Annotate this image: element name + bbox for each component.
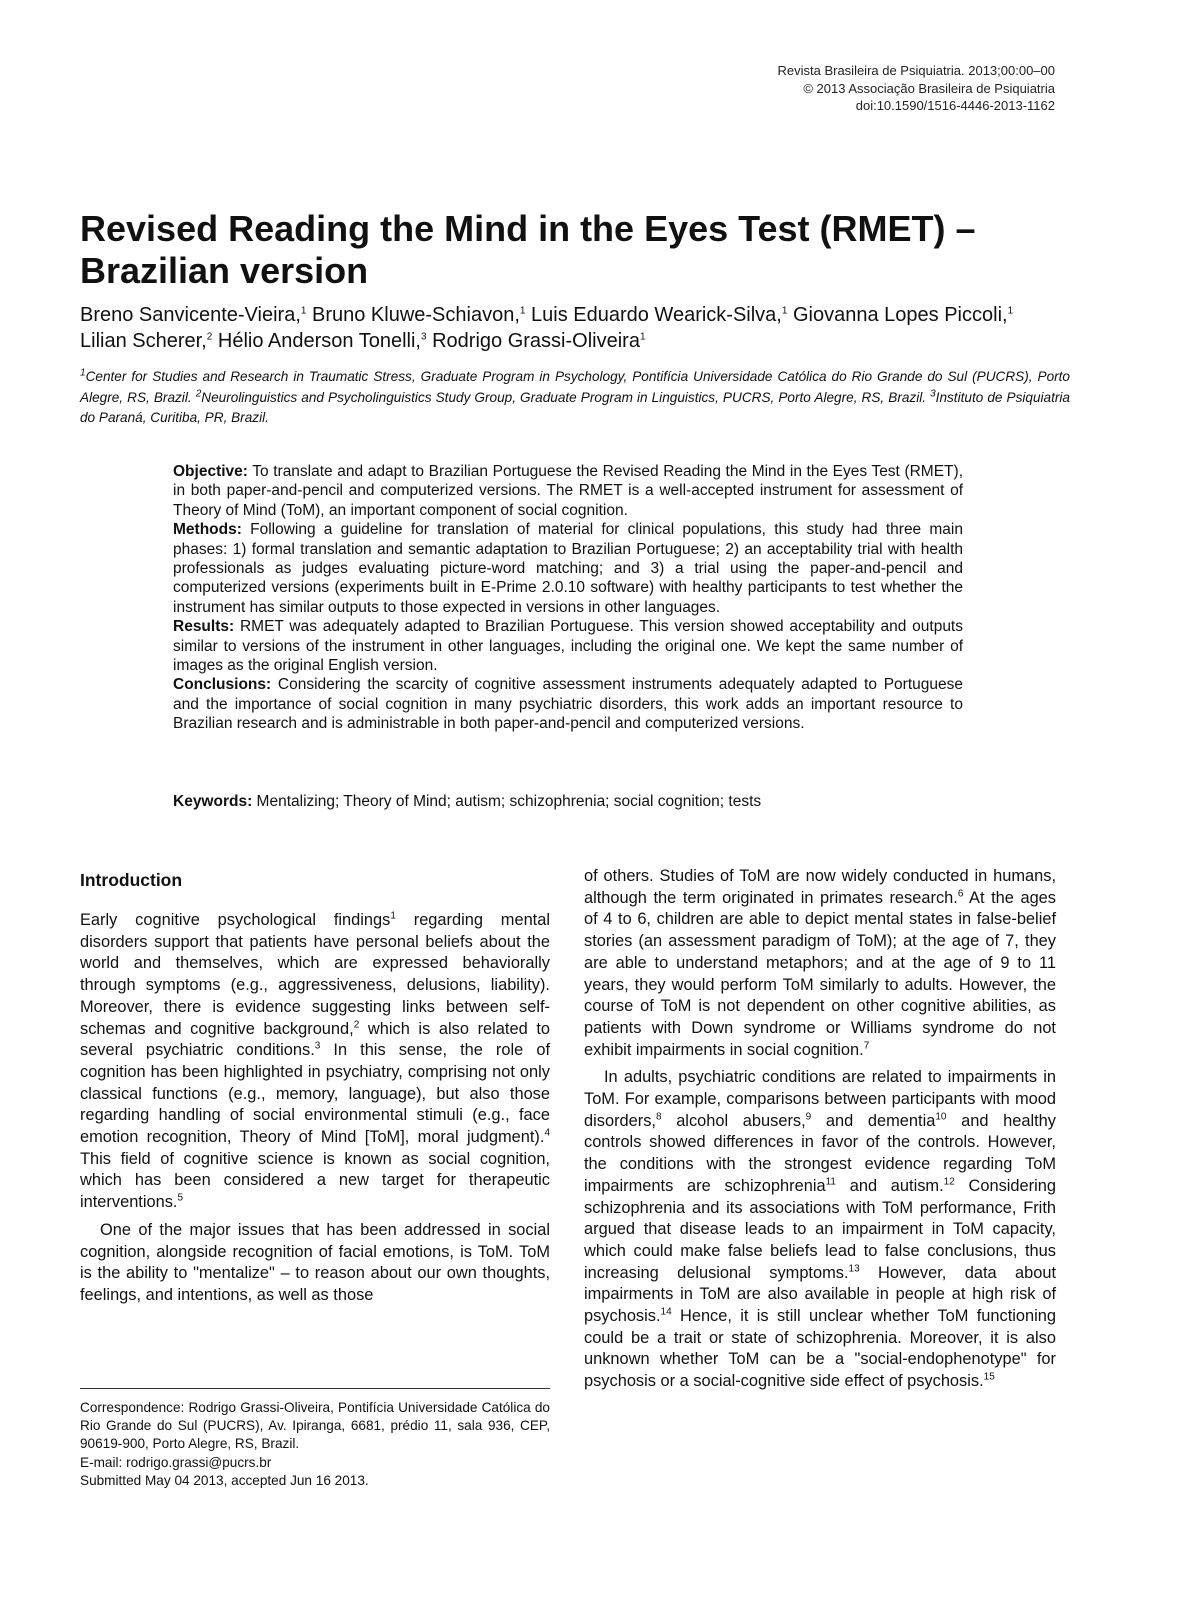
author: Breno Sanvicente-Vieira,$^1$: [80, 304, 307, 326]
intro-paragraph-3: In adults, psychiatric conditions are related to impairments in ToM. For example, comparisons between participants with mood disorders,$^8$ alcohol abusers,$^9$ and dementia$^{10}$ and healthy controls showed differences in favor of the controls. However, the conditions with the strongest evidence regarding ToM impairments are schizophrenia$^{11}$ and autism.$^{12}$ Considering schizophrenia and its associations with ToM performance, Frith argued that disease leads to an impairment in ToM capacity, which could make false beliefs lead to false conclusions, thus increasing delusional symptoms.$^{13}$ However, data about impairments in ToM are also available in people at high risk of psychosis.$^{14}$ Hence, it is still unclear whether ToM functioning could be a trait or state of schizophrenia. Moreover, it is also unknown whether ToM can be a "social-endophenotype" for psychosis or a social-cognitive side effect of psychosis.$^{15}$: [584, 1068, 1056, 1391]
author-list: [80, 302, 1040, 354]
citation-marker: 8: [655, 1111, 662, 1123]
author: Lilian Scherer,$^2$: [80, 330, 213, 352]
intro-paragraph-2-continued: of others. Studies of ToM are now widely conducted in humans, although the term originated in primates research.$^6$ At the ages of 4 to 6, children are able to depict mental states in false-belief stories (an assessment paradigm of ToM); at the age of 7, they are able to understand metaphors; and at the age of 9 to 11 years, they would perform ToM similarly to adults. However, the course of ToM is not dependent on other cognitive abilities, as patients with Down syndrome or Williams syndrome do not exhibit impairments in social cognition.$^7$: [584, 867, 1056, 1059]
abstract-objective: Objective: To translate and adapt to Brazilian Portuguese the Revised Reading the Mind in the Eyes Test (RMET), in both paper-and-pencil and computerized versions. The RMET is a well-accepted instrument for assessment of Theory of Mind (ToM), an important component of social cognition.: [173, 463, 963, 519]
citation-marker: 11: [825, 1176, 836, 1188]
citation-marker: 7: [863, 1040, 870, 1052]
abstract-conclusions: Conclusions: Considering the scarcity of cognitive assessment instruments adequately adapted to Portuguese and the importance of social cognition in many psychiatric disorders, this work adds an important resource to Brazilian research and is administrable in both paper-and-pencil and computerized versions.: [173, 676, 963, 733]
citation-marker: 6: [957, 888, 964, 900]
correspondence-email[interactable]: E-mail: rodrigo.grassi@pucrs.br: [80, 1454, 272, 1470]
abstract-methods: Methods: Following a guideline for translation of material for clinical populations, this study had three main phases: 1) formal translation and semantic adaptation to Brazilian Portuguese; 2) an acceptability trial with health professionals as judges evaluating picture-word matching; and 3) a trial using the paper-and-pencil and computerized versions (experiments built in E-Prime 2.0.10 software) with healthy participants to test whether the instrument has similar outputs to those expected in versions in other languages.: [173, 521, 963, 616]
submission-dates: Submitted May 04 2013, accepted Jun 16 2013.: [80, 1472, 369, 1488]
affiliations: $^1$Center for Studies and Research in Traumatic Stress, Graduate Program in Psychology, Pontifícia Universidade Católica do Rio Grande do Sul (PUCRS), Porto Alegre, RS, Brazil. $^2$Neurolinguistics and Psycholinguistics Study Group, Graduate Program in Linguistics, PUCRS, Porto Alegre, RS, Brazil. $^3$Instituto de Psiquiatria do Paraná, Curitiba, PR, Brazil.: [80, 367, 1070, 425]
citation-marker: 15: [983, 1371, 995, 1383]
keywords: [173, 792, 963, 812]
section-heading-introduction: Introduction: [80, 870, 183, 890]
citation-marker: 2: [353, 1019, 360, 1031]
abstract: [173, 462, 963, 734]
journal-header: [777, 62, 1055, 115]
affiliation: Center for Studies and Research in Traumatic Stress, Graduate Program in Psychology, Pontifícia Universidade Católica do Rio Grande do Sul (PUCRS), Porto Alegre, RS, Brazil.: [80, 369, 1070, 405]
citation-marker: 3: [314, 1040, 321, 1052]
intro-paragraph-2: One of the major issues that has been addressed in social cognition, alongside recognition of facial emotions, is ToM. ToM is the ability to "mentalize" – to reason about our own thoughts, feelings, and intentions, as well as those: [80, 1220, 550, 1304]
keywords-label: Keywords:: [173, 793, 253, 810]
journal-citation: Revista Brasileira de Psiquiatria. 2013;00:00–00: [777, 63, 1055, 78]
intro-paragraph-1: Early cognitive psychological findings$^1$ regarding mental disorders support that patients have personal beliefs about the world and themselves, which are expressed behaviorally through symptoms (e.g., aggressiveness, delusions, liability). Moreover, there is evidence suggesting links between self-schemas and cognitive background,$^2$ which is also related to several psychiatric conditions.$^3$ In this sense, the role of cognition has been highlighted in psychiatry, comprising not only classical functions (e.g., memory, language), but also those regarding handling of social environmental stimuli (e.g., face emotion recognition, Theory of Mind [ToM], moral judgment).$^4$ This field of cognitive science is known as social cognition, which has been considered a new target for therapeutic interventions.$^5$: [80, 910, 550, 1212]
author: Hélio Anderson Tonelli,$^3$: [217, 330, 427, 352]
left-column: [80, 868, 550, 1307]
citation-marker: 13: [848, 1263, 860, 1275]
copyright-line: © 2013 Associação Brasileira de Psiquiatria: [803, 80, 1055, 96]
citation-marker: 9: [805, 1111, 812, 1123]
citation-marker: 1: [390, 910, 396, 922]
article-title: Revised Reading the Mind in the Eyes Test (RMET) – Brazilian version: [80, 208, 976, 291]
affiliation: Neurolinguistics and Psycholinguistics Study Group, Graduate Program in Linguistics, PUCRS, Porto Alegre, RS, Brazil.: [201, 389, 931, 405]
citation-marker: 12: [943, 1176, 955, 1188]
author: Rodrigo Grassi-Oliveira$^1$: [432, 330, 646, 352]
right-column: [584, 866, 1056, 1393]
abstract-results: Results: RMET was adequately adapted to Brazilian Portuguese. This version showed acceptability and outputs similar to versions of the instrument in other languages, including the original one. We kept the same number of images as the original English version.: [173, 618, 963, 675]
citation-marker: 14: [660, 1306, 672, 1318]
correspondence-footnote: [80, 1388, 550, 1490]
citation-marker: 4: [544, 1127, 550, 1139]
citation-marker: 10: [935, 1111, 947, 1123]
author: Luis Eduardo Wearick-Silva,$^1$: [531, 304, 788, 326]
author: Bruno Kluwe-Schiavon,$^1$: [312, 304, 526, 326]
author: Giovanna Lopes Piccoli,$^1$: [793, 304, 1014, 326]
citation-marker: 5: [177, 1192, 184, 1204]
affiliation: Instituto de Psiquiatria do Paraná, Curitiba, PR, Brazil.: [80, 389, 1070, 425]
doi-line: doi:10.1590/1516-4446-2013-1162: [855, 98, 1055, 113]
correspondence-address: Correspondence: Rodrigo Grassi-Oliveira, Pontifícia Universidade Católica do Rio Grande do Sul (PUCRS), Av. Ipiranga, 6681, prédio 11, sala 936, CEP, 90619-900, Porto Alegre, RS, Brazil.: [80, 1400, 550, 1452]
keywords-text: Mentalizing; Theory of Mind; autism; schizophrenia; social cognition; tests: [252, 793, 762, 810]
